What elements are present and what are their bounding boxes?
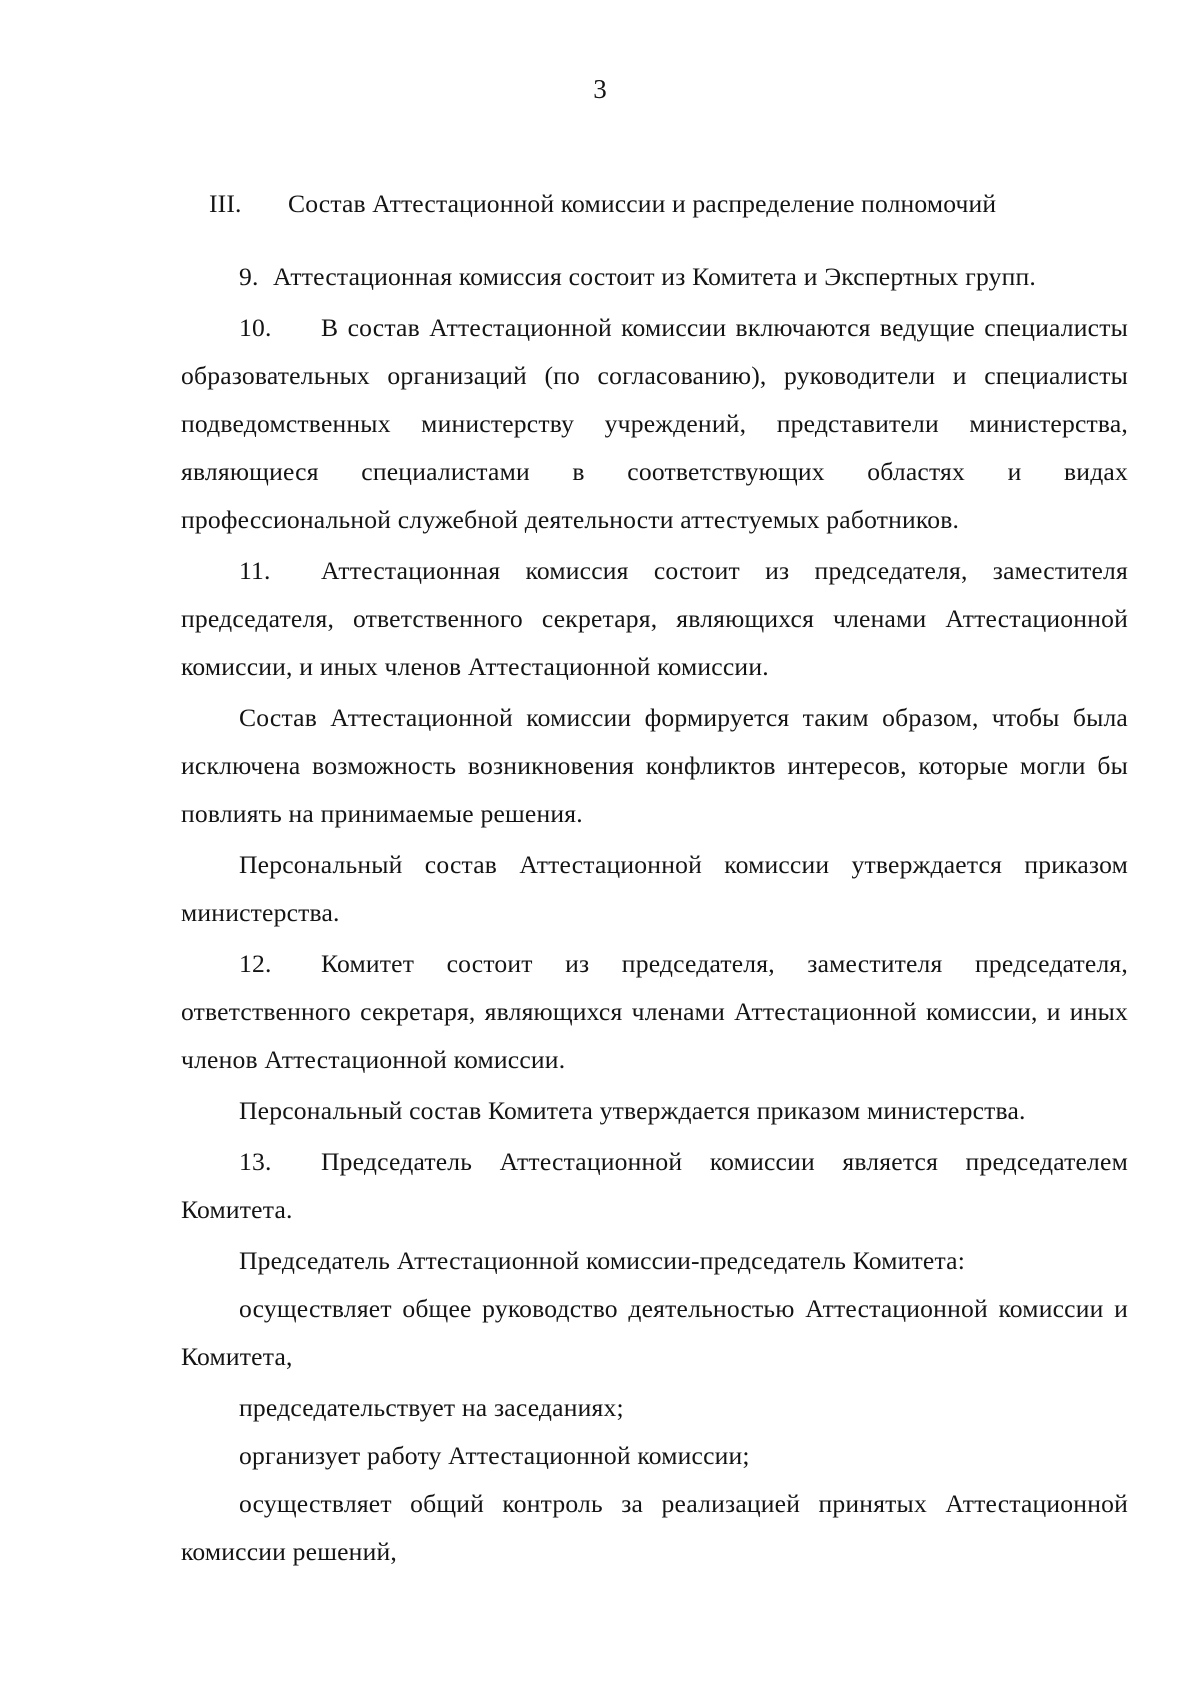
paragraph bbox=[181, 1480, 1128, 1576]
paragraph-text: осуществляет общий контроль за реализацией принятых Аттестационной комиссии решений, bbox=[181, 1489, 1128, 1566]
paragraph-text: Аттестационная комиссия состоит из председателя, заместителя председателя, ответственного секретаря, являющихся членами Аттестационной комиссии, и иных членов Аттестационной комиссии. bbox=[181, 556, 1128, 681]
paragraph-text: Комитет состоит из председателя, заместителя председателя, ответственного секретаря, являющихся членами Аттестационной комиссии, и иных членов Аттестационной комиссии. bbox=[181, 949, 1128, 1074]
clause-number: 13. bbox=[239, 1147, 272, 1176]
paragraph-text: Председатель Аттестационной комиссии-председатель Комитета: bbox=[239, 1246, 966, 1275]
paragraph-text: Персональный состав Аттестационной комиссии утверждается приказом министерства. bbox=[181, 850, 1128, 927]
section-title: Состав Аттестационной комиссии и распределение полномочий bbox=[288, 189, 997, 218]
paragraph-text: Состав Аттестационной комиссии формируется таким образом, чтобы была исключена возможность возникновения конфликтов интересов, которые могли бы повлиять на принимаемые решения. bbox=[181, 703, 1128, 828]
paragraph bbox=[181, 304, 1128, 544]
paragraph-text: Персональный состав Комитета утверждается приказом министерства. bbox=[239, 1096, 1026, 1125]
page-number: 3 bbox=[593, 74, 607, 104]
paragraph bbox=[181, 253, 1128, 301]
paragraph-text: Аттестационная комиссия состоит из Комитета и Экспертных групп. bbox=[273, 262, 1036, 291]
clause-number: 9. bbox=[239, 262, 259, 291]
section-heading bbox=[181, 180, 1128, 228]
paragraph bbox=[181, 1285, 1128, 1381]
clause-number: 12. bbox=[239, 949, 272, 978]
document-body bbox=[181, 180, 1128, 1576]
paragraph bbox=[181, 1087, 1128, 1135]
paragraph bbox=[181, 1432, 1128, 1480]
paragraph bbox=[181, 841, 1128, 937]
paragraph-text: организует работу Аттестационной комиссии; bbox=[239, 1441, 750, 1470]
paragraph bbox=[181, 1138, 1128, 1234]
paragraph-text: Председатель Аттестационной комиссии является председателем Комитета. bbox=[181, 1147, 1128, 1224]
paragraph bbox=[181, 1384, 1128, 1432]
paragraph-text: осуществляет общее руководство деятельностью Аттестационной комиссии и Комитета, bbox=[181, 1294, 1128, 1371]
section-number: III. bbox=[209, 189, 242, 218]
paragraph bbox=[181, 694, 1128, 838]
clause-number: 10. bbox=[239, 313, 272, 342]
paragraph-text: председательствует на заседаниях; bbox=[239, 1393, 624, 1422]
paragraph bbox=[181, 547, 1128, 691]
paragraph bbox=[181, 1237, 1128, 1285]
paragraph-text: В состав Аттестационной комиссии включаются ведущие специалисты образовательных организаций (по согласованию), руководители и специалисты подведомственных министерству учреждений, представители министерства, являющиеся специалистами в соответствующих областях и видах профессиональной служебной деятельности аттестуемых работников. bbox=[181, 313, 1128, 534]
paragraph bbox=[181, 940, 1128, 1084]
clause-number: 11. bbox=[239, 556, 271, 585]
